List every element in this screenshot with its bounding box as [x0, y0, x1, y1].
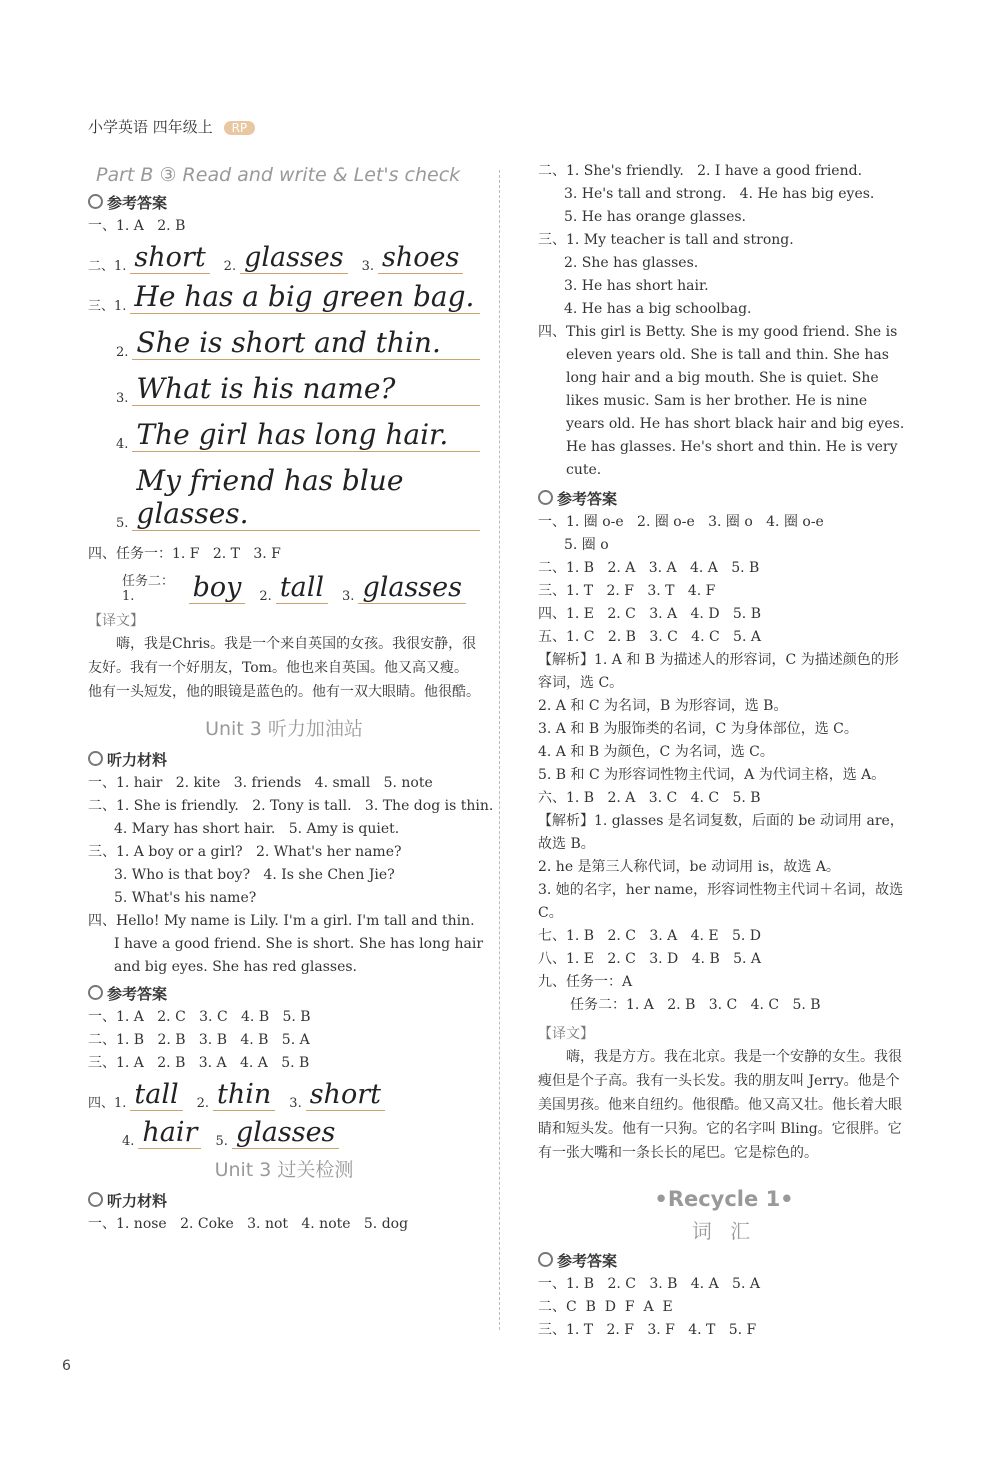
sentence-line — [116, 372, 480, 406]
sentence-line — [116, 326, 480, 360]
item-number: 5. — [215, 1134, 228, 1149]
list-item: 三、1. A boy or a girl? 2. What's her name? — [88, 844, 402, 860]
item-number: 2. — [116, 345, 129, 360]
list-item: 3. He has short hair. — [564, 278, 709, 294]
answer-line: 5. 圈 o — [564, 537, 609, 553]
item-number: 4. — [116, 437, 129, 452]
listening-heading — [88, 1190, 480, 1211]
handwritten-answer: thin — [213, 1079, 275, 1111]
answers-heading — [538, 488, 910, 509]
handwriting-row — [88, 1117, 480, 1149]
list-item: 一、1. hair 2. kite 3. friends 4. small 5. note — [88, 775, 433, 791]
item-number: 3. — [342, 589, 355, 604]
list-item: 5. He has orange glasses. — [564, 209, 747, 225]
list-item: I have a good friend. She is short. She has long hair — [114, 936, 484, 952]
listening-heading-label: 听力材料 — [107, 751, 168, 769]
list-item: 四、Hello! My name is Lily. I'm a girl. I'm tall and thin. — [88, 913, 475, 929]
answer-line: 二、C B D F A E — [538, 1299, 673, 1315]
magnifier-icon — [538, 1252, 553, 1267]
handwritten-sentence: She is short and thin. — [132, 326, 480, 360]
answer-line: 八、1. E 2. C 3. D 4. B 5. A — [538, 951, 761, 967]
answer-line: 二、1. B 2. A 3. A 4. A 5. B — [538, 560, 760, 576]
list-item: 3. He's tall and strong. 4. He has big eyes. — [564, 186, 875, 202]
answers-heading-label: 参考答案 — [557, 490, 618, 508]
answers-heading-label: 参考答案 — [107, 194, 168, 212]
handwritten-sentence: He has a big green bag. — [130, 280, 480, 314]
list-item: 二、1. She is friendly. 2. Tony is tall. 3. The dog is thin. — [88, 798, 494, 814]
question-number: 三、 — [88, 299, 115, 314]
question-number: 任务二：1. — [122, 574, 175, 604]
left-column — [88, 160, 494, 1236]
list-item: 5. What's his name? — [114, 890, 257, 906]
answer-line: 四、1. E 2. C 3. A 4. D 5. B — [538, 606, 761, 622]
analysis-text: 3. A 和 B 为服饰类的名词，C 为身体部位，选 C。 — [538, 721, 858, 737]
question-number: 二、1. — [88, 259, 127, 274]
handwritten-answer: hair — [138, 1117, 201, 1149]
item-number: 3. — [361, 259, 375, 274]
answers-heading-label: 参考答案 — [107, 985, 168, 1003]
handwritten-answer: shoes — [378, 242, 463, 274]
handwritten-answer: boy — [189, 572, 246, 604]
list-item: 二、1. She's friendly. 2. I have a good friend. — [538, 163, 863, 179]
handwritten-answer: short — [306, 1079, 385, 1111]
list-item: 一、1. nose 2. Coke 3. not 4. note 5. dog — [88, 1216, 409, 1232]
unit-title: Unit 3 听力加油站 — [205, 718, 363, 740]
answer-line: 五、1. C 2. B 3. C 4. C 5. A — [538, 629, 761, 645]
magnifier-icon — [88, 1192, 103, 1207]
sentence-line — [116, 464, 480, 531]
answers-heading — [538, 1250, 910, 1271]
list-item: 4. He has a big schoolbag. — [564, 301, 752, 317]
listening-heading — [88, 749, 480, 770]
analysis-text: 3. 她的名字，her name，形容词性物主代词＋名词，故选 C。 — [538, 882, 904, 921]
analysis-text: 2. A 和 C 为名词，B 为形容词，选 B。 — [538, 698, 788, 714]
handwritten-sentence: The girl has long hair. — [132, 418, 480, 452]
edition-badge: RP — [224, 121, 256, 135]
handwritten-answer: glasses — [232, 1117, 340, 1149]
answer-line: 一、1. A 2. C 3. C 4. B 5. B — [88, 1009, 311, 1025]
handwriting-row — [88, 570, 480, 604]
analysis-text: 【解析】1. glasses 是名词复数，后面的 be 动词用 are，故选 B。 — [538, 813, 904, 852]
analysis-text: 【解析】1. A 和 B 为描述人的形容词，C 为描述颜色的形容词，选 C。 — [538, 652, 899, 691]
answer-line: 七、1. B 2. C 3. A 4. E 5. D — [538, 928, 761, 944]
magnifier-icon — [88, 194, 103, 209]
handwritten-answer: glasses — [358, 572, 466, 604]
answer-line: 一、1. 圈 o-e 2. 圈 o-e 3. 圈 o 4. 圈 o-e — [538, 514, 824, 530]
answer-line: 三、1. T 2. F 3. F 4. T 5. F — [538, 1322, 757, 1338]
page-header — [88, 116, 255, 137]
magnifier-icon — [88, 985, 103, 1000]
answers-heading-label: 参考答案 — [557, 1252, 618, 1270]
handwritten-answer: short — [130, 242, 209, 274]
item-number: 5. — [116, 516, 129, 531]
page-number: 6 — [62, 1358, 71, 1374]
answer-line: 任务二：1. A 2. B 3. C 4. C 5. B — [570, 997, 821, 1013]
answer-line: 四、任务一：1. F 2. T 3. F — [88, 546, 281, 562]
magnifier-icon — [538, 490, 553, 505]
list-item: 三、1. My teacher is tall and strong. — [538, 232, 794, 248]
answer-line: 三、1. T 2. F 3. T 4. F — [538, 583, 716, 599]
handwritten-sentence: What is his name? — [132, 372, 480, 406]
answer-line: 九、任务一：A — [538, 974, 633, 990]
item-number: 2. — [196, 1096, 210, 1111]
handwriting-row — [88, 242, 480, 274]
right-column — [538, 160, 910, 1342]
item-number: 2. — [259, 589, 272, 604]
item-number: 3. — [116, 391, 129, 406]
answer-line: 三、1. A 2. B 3. A 4. A 5. B — [88, 1055, 310, 1071]
passage-text: 四、This girl is Betty. She is my good friend. She is eleven years old. She is tall and thin. She has long hair and a big mouth. She is quiet. She likes music. Sam is her brother. He is nine years old. He has short black hair and big eyes. He has glasses. He's short and thin. He is very cute. — [538, 324, 905, 478]
book-title: 小学英语 四年级上 — [88, 118, 213, 136]
list-item: and big eyes. She has red glasses. — [114, 959, 357, 975]
item-number: 2. — [223, 259, 237, 274]
item-number: 3. — [289, 1096, 302, 1111]
handwriting-row — [88, 1079, 480, 1111]
item-number: 1. — [114, 299, 127, 314]
list-item: 3. Who is that boy? 4. Is she Chen Jie? — [114, 867, 395, 883]
translation-tag: 【译文】 — [88, 613, 144, 629]
list-item: 2. She has glasses. — [564, 255, 699, 271]
list-item: 4. Mary has short hair. 5. Amy is quiet. — [114, 821, 400, 837]
analysis-text: 4. A 和 B 为颜色，C 为名词，选 C。 — [538, 744, 774, 760]
handwritten-answer: tall — [130, 1079, 182, 1111]
question-number: 四、1. — [88, 1096, 127, 1111]
answer-line: 一、1. B 2. C 3. B 4. A 5. A — [538, 1276, 760, 1292]
answer-line: 二、1. B 2. B 3. B 4. B 5. A — [88, 1032, 310, 1048]
translation-tag: 【译文】 — [538, 1026, 594, 1042]
listening-heading-label: 听力材料 — [107, 1192, 168, 1210]
analysis-text: 5. B 和 C 为形容词性物主代词，A 为代词主格，选 A。 — [538, 767, 886, 783]
translation-text: 嗨，我是Chris。我是一个来自英国的女孩。我很安静，很友好。我有一个好朋友，Tom。他也来自英国。他又高又瘦。他有一头短发，他的眼镜是蓝色的。他有一双大眼睛。他很酷。 — [88, 636, 480, 700]
analysis-text: 2. he 是第三人称代词，be 动词用 is，故选 A。 — [538, 859, 840, 875]
answer-line: 一、1. A 2. B — [88, 218, 186, 234]
column-divider — [499, 170, 500, 1330]
magnifier-icon — [88, 751, 103, 766]
unit-title: Unit 3 过关检测 — [214, 1159, 354, 1181]
item-number: 4. — [122, 1134, 135, 1149]
part-title: Part B ③ Read and write & Let's check — [96, 164, 461, 186]
answer-line: 六、1. B 2. A 3. C 4. C 5. B — [538, 790, 761, 806]
handwritten-sentence: My friend has blue glasses. — [132, 464, 480, 531]
handwritten-answer: tall — [276, 572, 328, 604]
translation-text: 嗨，我是方方。我在北京。我是一个安静的女生。我很瘦但是个子高。我有一头长发。我的朋友叫 Jerry。他是个美国男孩。他来自纽约。他很酷。他又高又壮。他长着大眼睛和短头发。他有一只狗。它的名字叫 Bling。它很胖。它有一张大嘴和一条长长的尾巴。它是棕色的。 — [538, 1049, 902, 1161]
vocabulary-title: 词 汇 — [691, 1219, 757, 1243]
sentence-line — [116, 418, 480, 452]
sentence-line — [88, 280, 480, 314]
recycle-title: •Recycle 1• — [654, 1187, 794, 1211]
handwritten-answer: glasses — [240, 242, 348, 274]
answers-heading — [88, 192, 480, 213]
answers-heading — [88, 983, 480, 1004]
